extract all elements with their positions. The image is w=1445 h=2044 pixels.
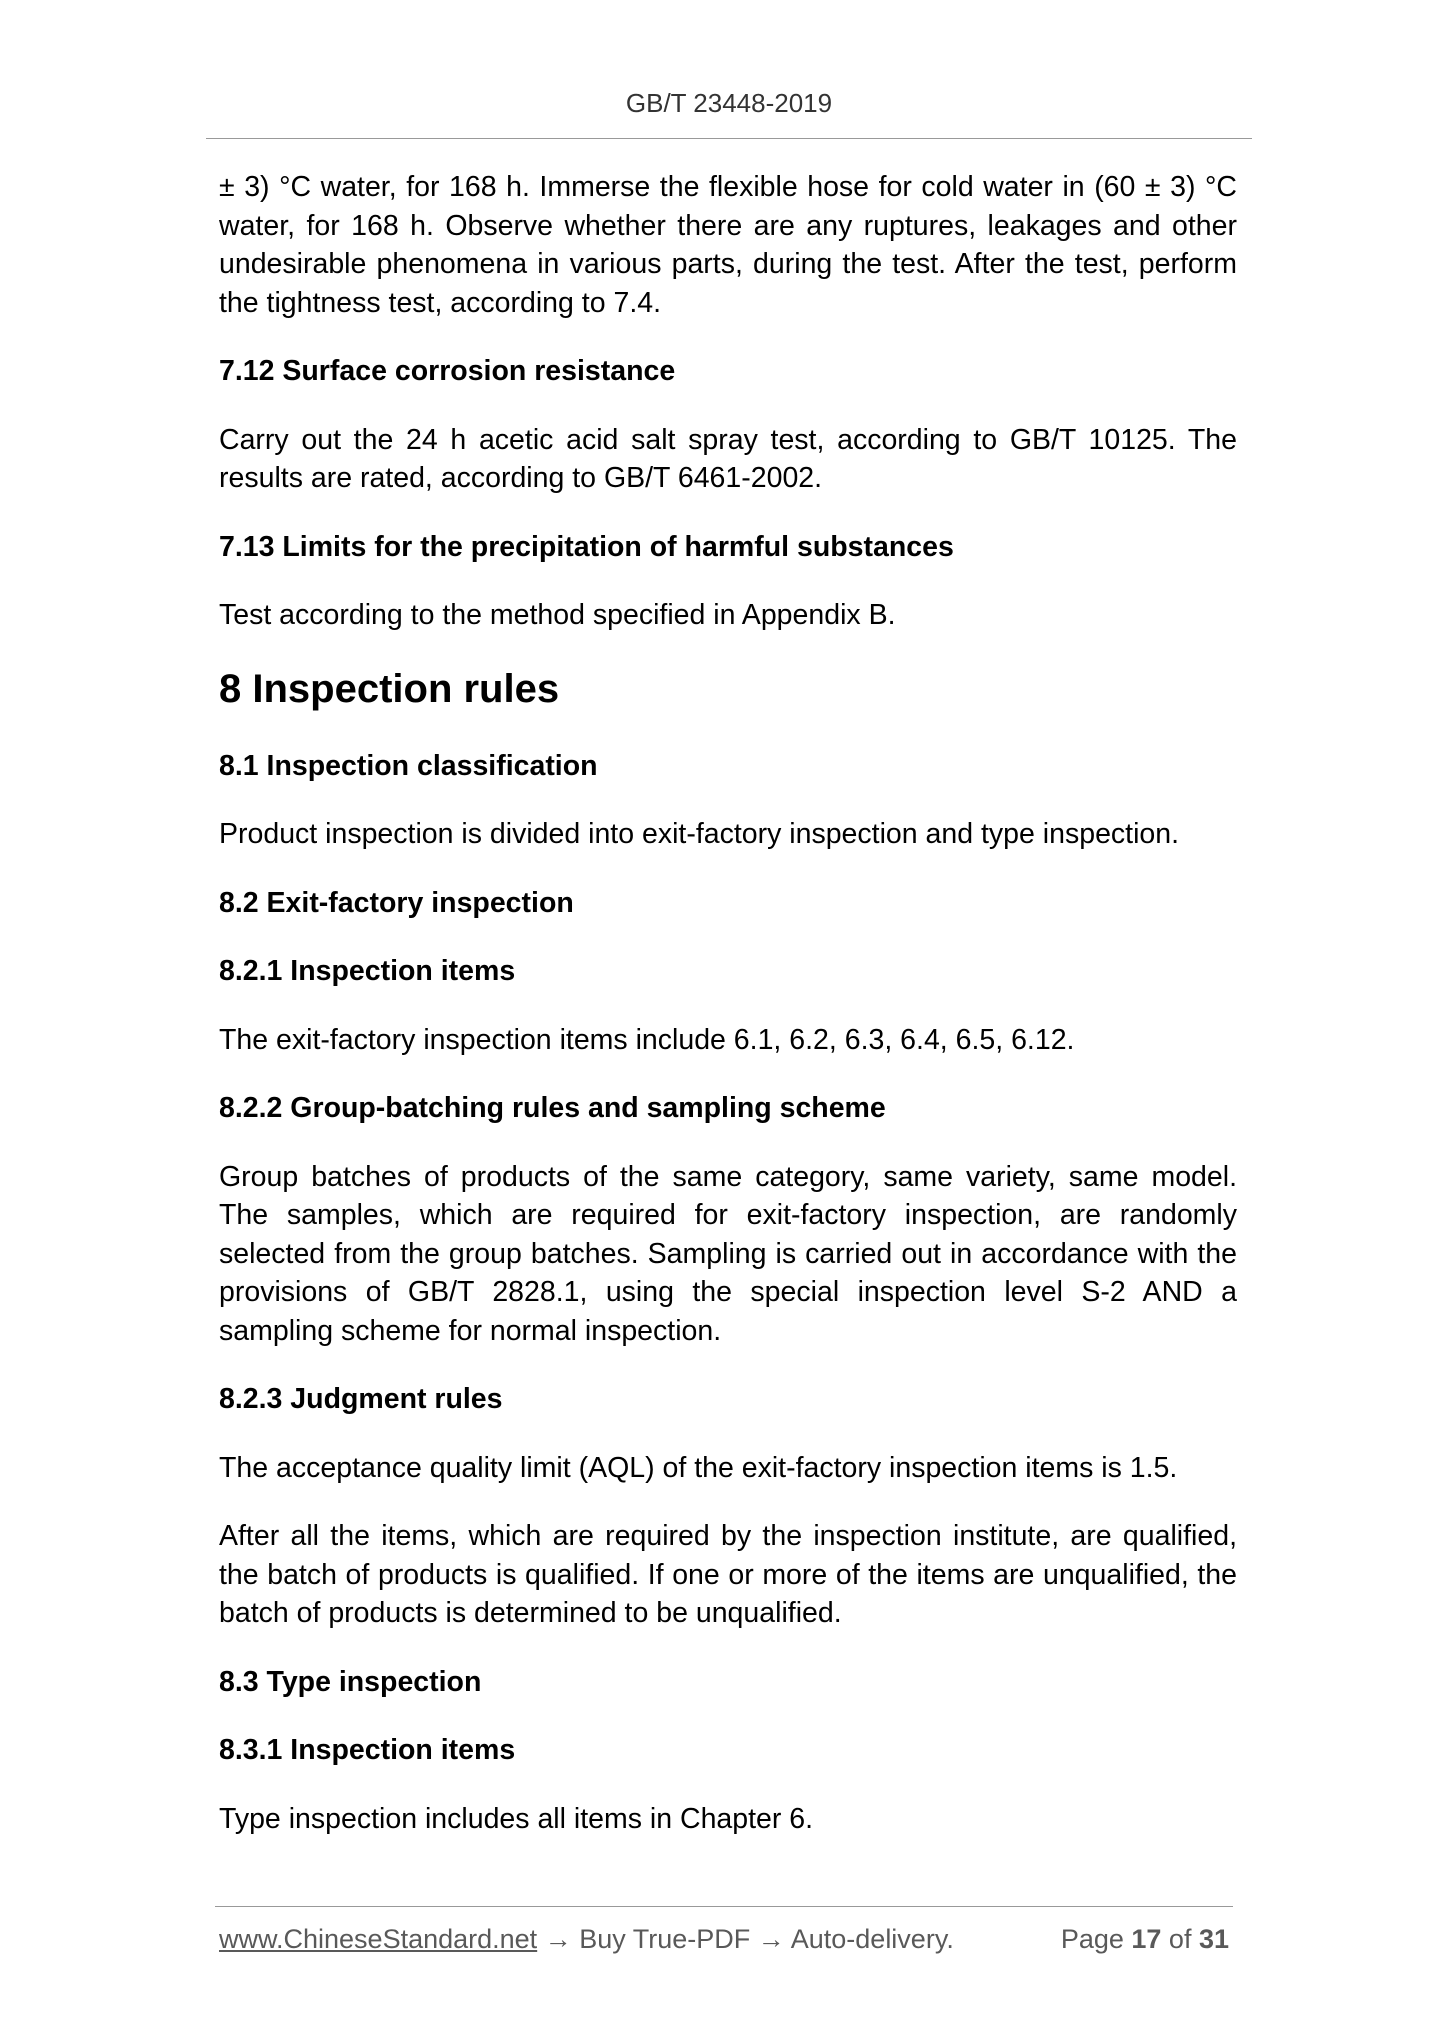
header-divider — [206, 138, 1252, 139]
page-number — [1061, 1924, 1229, 1955]
section-heading-8-3: 8.3 Type inspection — [219, 1665, 482, 1698]
chapter-heading-8: 8 Inspection rules — [219, 666, 560, 711]
section-heading-7-13: 7.13 Limits for the precipitation of harmful substances — [219, 530, 954, 563]
website-link[interactable]: www.ChineseStandard.net — [219, 1924, 538, 1954]
paragraph-8-1: Product inspection is divided into exit-factory inspection and type inspection. — [219, 818, 1180, 850]
paragraph-8-2-1: The exit-factory inspection items include 6.1, 6.2, 6.3, 6.4, 6.5, 6.12. — [219, 1023, 1075, 1056]
section-heading-7-12: 7.12 Surface corrosion resistance — [219, 355, 676, 387]
section-heading-8-2-1: 8.2.1 Inspection items — [219, 955, 516, 987]
page-current: 17 — [1131, 1924, 1162, 1954]
paragraph-8-2-3-a: The acceptance quality limit (AQL) of the exit-factory inspection items is 1.5. — [219, 1451, 1178, 1484]
paragraph-7-12: Carry out the 24 h acetic acid salt spray test, according to GB/T 10125. The results are rated, according to GB/T 6461-2002. — [219, 423, 1237, 494]
document-body — [219, 168, 1237, 1868]
footer-tagline: → Buy True-PDF → Auto-delivery. — [537, 1924, 954, 1954]
page-label: Page — [1060, 1924, 1132, 1954]
page-header-title: GB/T 23448-2019 — [625, 88, 833, 118]
paragraph-intro: ± 3) °C water, for 168 h. Immerse the flexible hose for cold water in (60 ± 3) °C water, for 168 h. Observe whether there are any ruptures, leakages and other undesirable phenomena in various parts, during the test. After the test, perform the tightness test, according to 7.4. — [219, 171, 1237, 319]
page-of-label: of — [1161, 1924, 1199, 1954]
section-heading-8-2: 8.2 Exit-factory inspection — [219, 886, 574, 919]
paragraph-8-3-1: Type inspection includes all items in Chapter 6. — [219, 1802, 814, 1835]
section-heading-8-2-2: 8.2.2 Group-batching rules and sampling scheme — [219, 1092, 886, 1124]
footer-divider — [215, 1906, 1233, 1907]
paragraph-7-13: Test according to the method specified in Appendix B. — [219, 599, 896, 631]
paragraph-8-2-2: Group batches of products of the same category, same variety, same model. The samples, which are required for exit-factory inspection, are randomly selected from the group batches. Sampling is carried out in accordance with the provisions of GB/T 2828.1, using the special inspection level S-2 AND a sampling scheme for normal inspection. — [219, 1160, 1237, 1347]
section-heading-8-3-1: 8.3.1 Inspection items — [219, 1734, 516, 1766]
footer-left — [219, 1924, 954, 1955]
section-heading-8-2-3: 8.2.3 Judgment rules — [219, 1383, 503, 1415]
section-heading-8-1: 8.1 Inspection classification — [219, 749, 598, 782]
page-total: 31 — [1198, 1924, 1229, 1954]
paragraph-8-2-3-b: After all the items, which are required by the inspection institute, are qualified, the batch of products is qualified. If one or more of the items are unqualified, the batch of products is determined to be unqualified. — [219, 1520, 1237, 1629]
